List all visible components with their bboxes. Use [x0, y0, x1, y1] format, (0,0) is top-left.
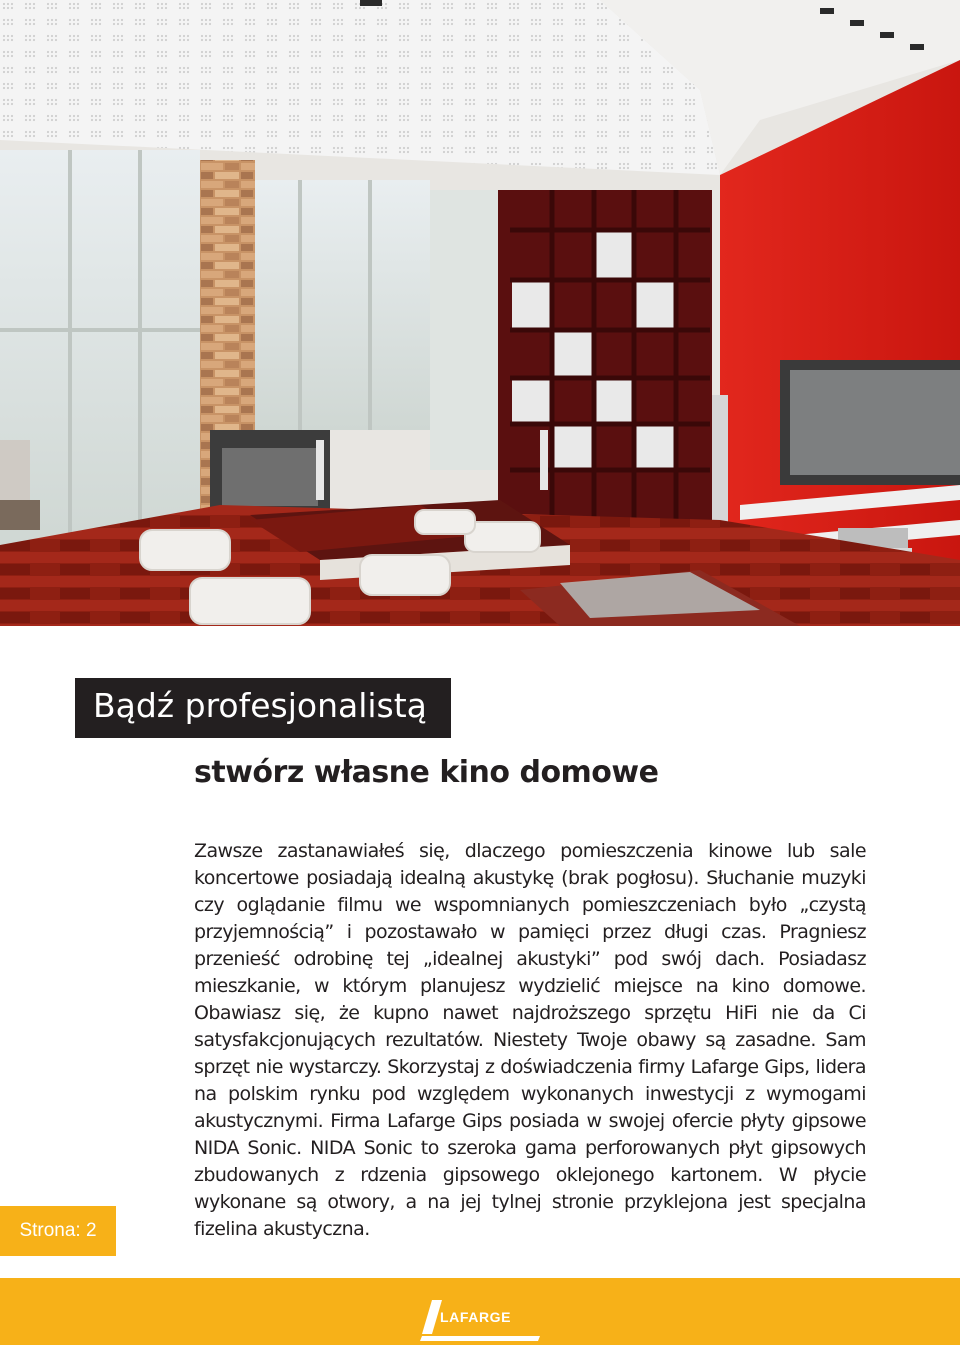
- hero-image: [0, 0, 960, 626]
- logo-text: LAFARGE: [440, 1309, 512, 1325]
- page-number-badge: [0, 1206, 116, 1256]
- footer-bar: [0, 1278, 960, 1345]
- page-title-box: [75, 678, 451, 738]
- body-paragraph: Zawsze zastanawiałeś się, dlaczego pomieszczenia kinowe lub sale koncertowe posiadają idealną akustykę (brak pogłosu). Słuchanie muzyki czy oglądanie filmu we wspomnianych pomieszczeniach było „czystą przyjemnością” i pozostawało w pamięci przez długi czas. Pragniesz przenieść odrobinę tej „idealnej akustyki” pod swój dach. Posiadasz mieszkanie, w którym planujesz wydzielić miejsce na kino domowe. Obawiasz się, że kupno nawet najdroższego sprzętu HiFi nie da Ci satysfakcjonujących rezultatów. Niestety Twoje obawy są zasadne. Sam sprzęt nie wystarczy. Skorzystaj z doświadczenia firmy Lafarge Gips, lidera na polskim rynku pod względem wykonanych inwestycji z wymogami akustycznymi. Firma Lafarge Gips posiada w swojej ofercie płyty gipsowe NIDA Sonic. NIDA Sonic to szeroka gama perforowanych płyt gipsowych zbudowanych z rdzenia gipsowego oklejonego kartonem. W płycie wykonane są otwory, a na jej tylnej stronie przyklejona jest specjalna fizelina akustyczna.: [194, 840, 866, 1240]
- page-subtitle: stwórz własne kino domowe: [194, 755, 659, 790]
- brand-logo: [420, 1298, 545, 1343]
- page-title: Bądź profesjonalistą: [93, 686, 427, 725]
- living-room-photo: [0, 0, 960, 626]
- page-number-label: Strona: 2: [19, 1220, 97, 1241]
